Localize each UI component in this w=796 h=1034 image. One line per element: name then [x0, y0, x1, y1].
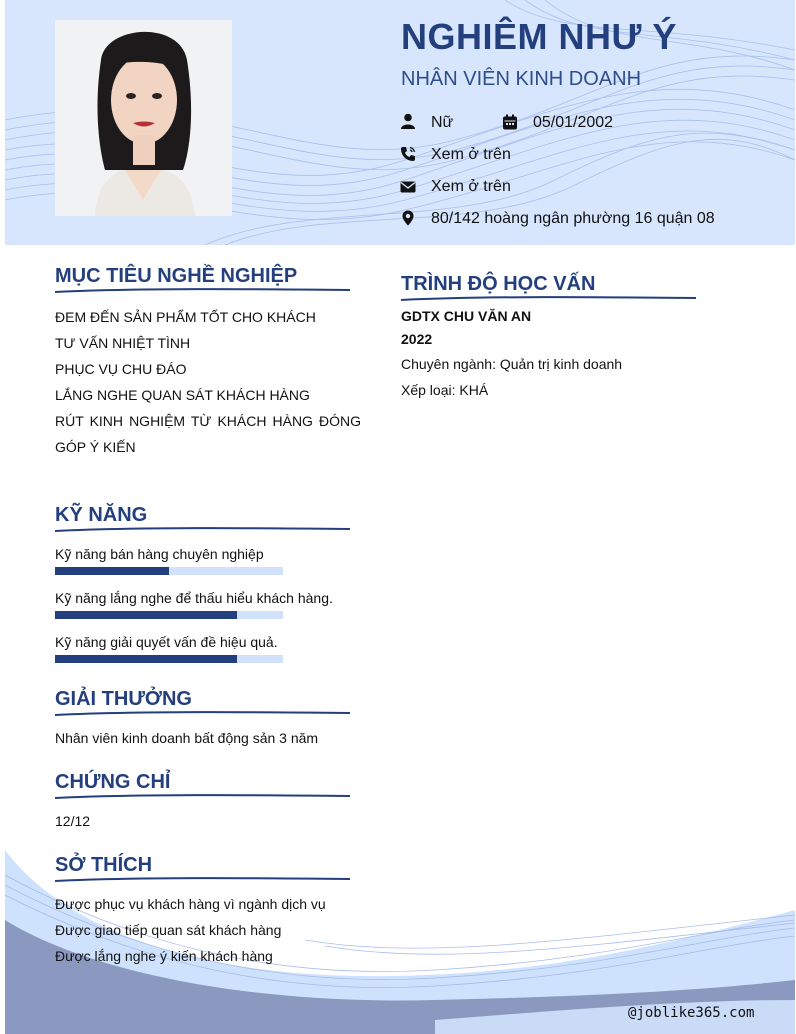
- calendar-icon: [502, 114, 518, 130]
- hobbies-title: SỞ THÍCH: [55, 854, 153, 876]
- skills-underline: [55, 526, 350, 534]
- education-rank: Xếp loại: KHÁ: [401, 382, 489, 398]
- education-year: 2022: [401, 331, 433, 347]
- job-title: NHÂN VIÊN KINH DOANH: [401, 68, 642, 90]
- email-icon: [400, 179, 416, 195]
- certificates-text: 12/12: [55, 813, 91, 829]
- objective-line: ĐEM ĐẾN SẢN PHẨM TỐT CHO KHÁCH: [55, 309, 316, 325]
- certificates-title: CHỨNG CHỈ: [55, 771, 171, 793]
- user-icon: [400, 113, 416, 129]
- location-icon: [400, 210, 416, 226]
- awards-text: Nhân viên kinh doanh bất động sản 3 năm: [55, 730, 319, 746]
- skill-bar-track: [55, 655, 283, 663]
- objective-line: RÚT KINH NGHIỆM TỪ KHÁCH HÀNG ĐÓNG GÓP Ý KIẾN: [55, 413, 361, 455]
- objective-title: MỤC TIÊU NGHỀ NGHIỆP: [55, 265, 298, 287]
- awards-underline: [55, 710, 350, 718]
- skill-bar-fill: [55, 655, 237, 663]
- candidate-name: NGHIÊM NHƯ Ý: [401, 16, 677, 57]
- objective-line: TƯ VẤN NHIỆT TÌNH: [55, 335, 191, 351]
- skill-bar-track: [55, 567, 283, 575]
- objective-line: PHỤC VỤ CHU ĐÁO: [55, 361, 187, 377]
- skills-title: KỸ NĂNG: [55, 504, 148, 526]
- education-title: TRÌNH ĐỘ HỌC VẤN: [401, 273, 596, 295]
- address-value: 80/142 hoàng ngân phường 16 quận 08: [431, 210, 715, 227]
- skill-bar-track: [55, 611, 283, 619]
- hobby-item: Được lắng nghe ý kiến khách hàng: [55, 948, 273, 964]
- hobby-item: Được phục vụ khách hàng vì ngành dịch vụ: [55, 896, 326, 912]
- hobby-item: Được giao tiếp quan sát khách hàng: [55, 922, 282, 938]
- birthday-value: 05/01/2002: [533, 114, 614, 131]
- phone-value: Xem ở trên: [431, 146, 511, 163]
- education-underline: [401, 295, 696, 303]
- profile-photo: [55, 20, 232, 216]
- gender-value: Nữ: [431, 114, 454, 131]
- skill-bar-fill: [55, 611, 237, 619]
- certificates-underline: [55, 793, 350, 801]
- skill-label: Kỹ năng bán hàng chuyên nghiệp: [55, 546, 264, 562]
- skill-label: Kỹ năng lắng nghe để thấu hiểu khách hàng.: [55, 590, 333, 606]
- footer-website: @joblike365.com: [628, 1005, 755, 1021]
- awards-title: GIẢI THƯỞNG: [55, 688, 192, 710]
- cv-page: [5, 0, 795, 1034]
- education-school: GDTX CHU VĂN AN: [401, 308, 532, 324]
- phone-icon: [400, 146, 416, 162]
- education-major: Chuyên ngành: Quản trị kinh doanh: [401, 356, 623, 372]
- objective-underline: [55, 287, 350, 295]
- objective-line: LẮNG NGHE QUAN SÁT KHÁCH HÀNG: [55, 387, 310, 403]
- hobbies-underline: [55, 876, 350, 884]
- email-value: Xem ở trên: [431, 178, 511, 195]
- skill-label: Kỹ năng giải quyết vấn đề hiệu quả.: [55, 634, 278, 650]
- portrait-illustration: [55, 20, 232, 216]
- skill-bar-fill: [55, 567, 169, 575]
- objective-list: [55, 304, 361, 460]
